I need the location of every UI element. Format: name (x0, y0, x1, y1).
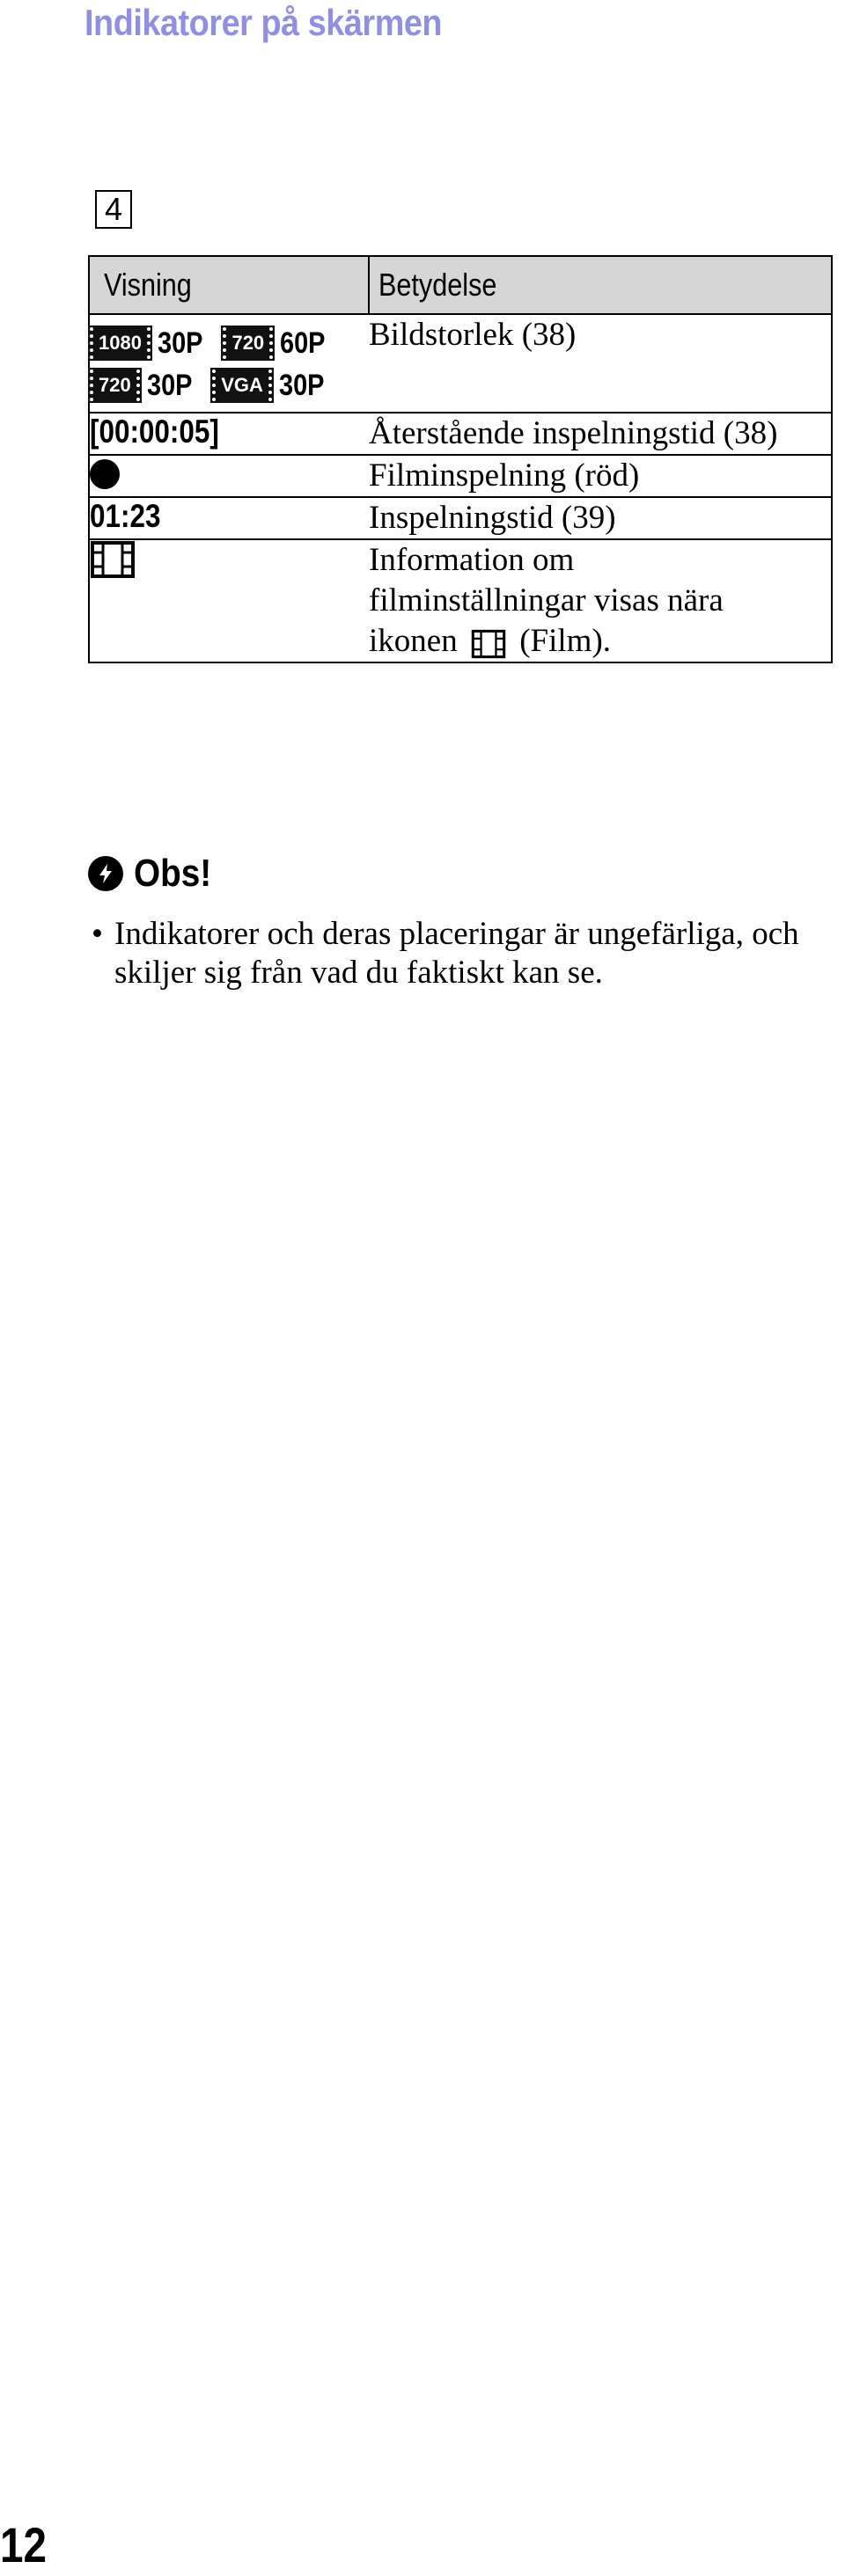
note-icon (88, 856, 123, 891)
table-row (89, 539, 832, 662)
note-heading (88, 852, 222, 896)
meaning-cell: Återstående inspelningstid (38) (369, 413, 832, 455)
table-row (89, 362, 832, 413)
bullet: • (92, 916, 103, 952)
meaning-line: ikonen (369, 623, 458, 659)
column-header-meaning: Betydelse (369, 256, 832, 314)
resolution-720-icon: 720 (90, 370, 140, 401)
column-header-display: Visning (89, 256, 369, 314)
display-cell (89, 455, 369, 497)
meaning-cell: Bildstorlek (38) (369, 314, 832, 362)
meaning-cell: Inspelningstid (39) (369, 497, 832, 539)
note-text (92, 915, 831, 992)
display-cell (89, 539, 369, 662)
frame-rate-label: 60P (280, 326, 326, 360)
recording-time-readout: 01:23 (90, 498, 161, 534)
resolution-1080-icon: 1080 (90, 327, 151, 359)
meaning-line: filminställningar visas nära (369, 582, 724, 618)
meaning-cell: Filminspelning (röd) (369, 455, 832, 497)
meaning-cell-empty (369, 362, 832, 413)
record-dot-icon (90, 459, 120, 489)
table-row (89, 413, 832, 455)
page-number: 12 (0, 2517, 47, 2572)
display-cell (89, 497, 369, 539)
frame-rate-label: 30P (278, 368, 325, 402)
note-label: Obs! (134, 852, 212, 895)
image-size-icon-line (90, 324, 369, 362)
film-icon (90, 540, 136, 579)
resolution-vga-icon: VGA (212, 370, 272, 401)
meaning-line: (Film). (519, 623, 612, 659)
meaning-cell (369, 539, 832, 662)
image-size-icon-line (90, 366, 369, 405)
frame-rate-label: 30P (146, 368, 193, 402)
display-cell (89, 362, 369, 413)
frame-rate-label: 30P (157, 326, 203, 360)
page-title: Indikatorer på skärmen (84, 2, 443, 43)
section-marker: 4 (95, 190, 132, 229)
display-cell (89, 413, 369, 455)
note-paragraph: Indikatorer och deras placeringar är ungefärliga, och skiljer sig från vad du faktiskt kan se. (114, 916, 799, 991)
table-header-row (89, 256, 832, 314)
resolution-720-icon: 720 (223, 327, 273, 359)
display-cell (89, 314, 369, 362)
table-row (89, 497, 832, 539)
indicator-table (88, 255, 833, 663)
table-row (89, 314, 832, 362)
table-row (89, 455, 832, 497)
film-icon (471, 628, 506, 660)
meaning-line: Information om (369, 542, 575, 578)
remaining-time-readout: [00:00:05] (90, 413, 219, 450)
